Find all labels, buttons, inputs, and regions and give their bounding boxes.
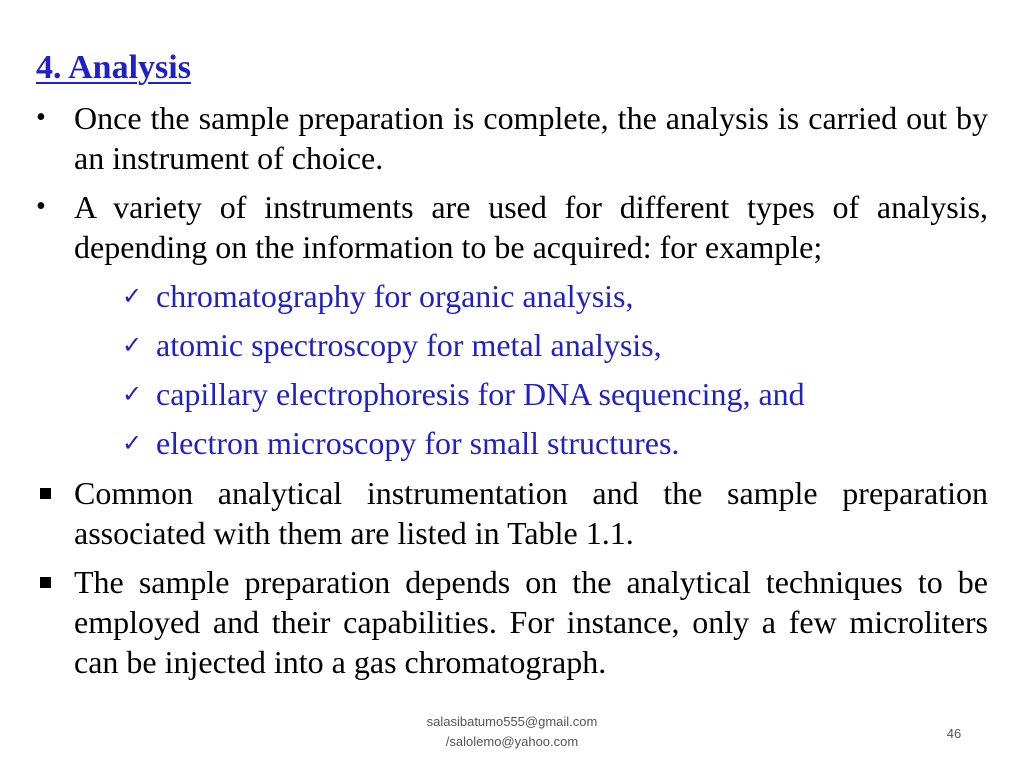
footer-email-secondary: /salolemo@yahoo.com <box>445 734 579 749</box>
example-text: atomic spectroscopy for metal analysis, <box>156 327 662 363</box>
bullet-item <box>36 187 988 267</box>
example-item <box>36 423 988 463</box>
footer-contact <box>390 712 634 752</box>
square-bullet-icon <box>40 577 51 588</box>
example-list <box>36 276 988 463</box>
bullet-item <box>36 98 988 178</box>
square-bullet-item <box>36 562 988 682</box>
square-bullet-icon <box>40 488 51 499</box>
checkmark-icon: ✓ <box>122 429 143 457</box>
checkmark-icon: ✓ <box>122 331 143 359</box>
checkmark-icon: ✓ <box>122 282 143 310</box>
round-bullet-icon: • <box>36 191 46 222</box>
example-text: electron microscopy for small structures. <box>156 425 680 461</box>
square-bullet-item <box>36 473 988 553</box>
checkmark-icon: ✓ <box>122 380 143 408</box>
slide-content <box>36 98 988 688</box>
bullet-text: The sample preparation depends on the analytical techniques to be employed and their capabilities. For instance, only a few microliters can be injected into a gas chromatograph. <box>74 564 988 680</box>
page-number: 46 <box>946 726 962 741</box>
example-text: capillary electrophoresis for DNA sequencing, and <box>156 376 805 412</box>
footer-email-primary: salasibatumo555@gmail.com <box>426 714 598 729</box>
bullet-text: Common analytical instrumentation and the sample preparation associated with them are listed in Table 1.1. <box>74 475 988 551</box>
bullet-text: A variety of instruments are used for different types of analysis, depending on the information to be acquired: for example; <box>74 189 988 265</box>
bullet-text: Once the sample preparation is complete, the analysis is carried out by an instrument of choice. <box>74 100 988 176</box>
example-item <box>36 374 988 414</box>
example-text: chromatography for organic analysis, <box>156 278 634 314</box>
slide-heading: 4. Analysis <box>36 49 191 86</box>
round-bullet-icon: • <box>36 102 46 133</box>
example-item <box>36 325 988 365</box>
example-item <box>36 276 988 316</box>
